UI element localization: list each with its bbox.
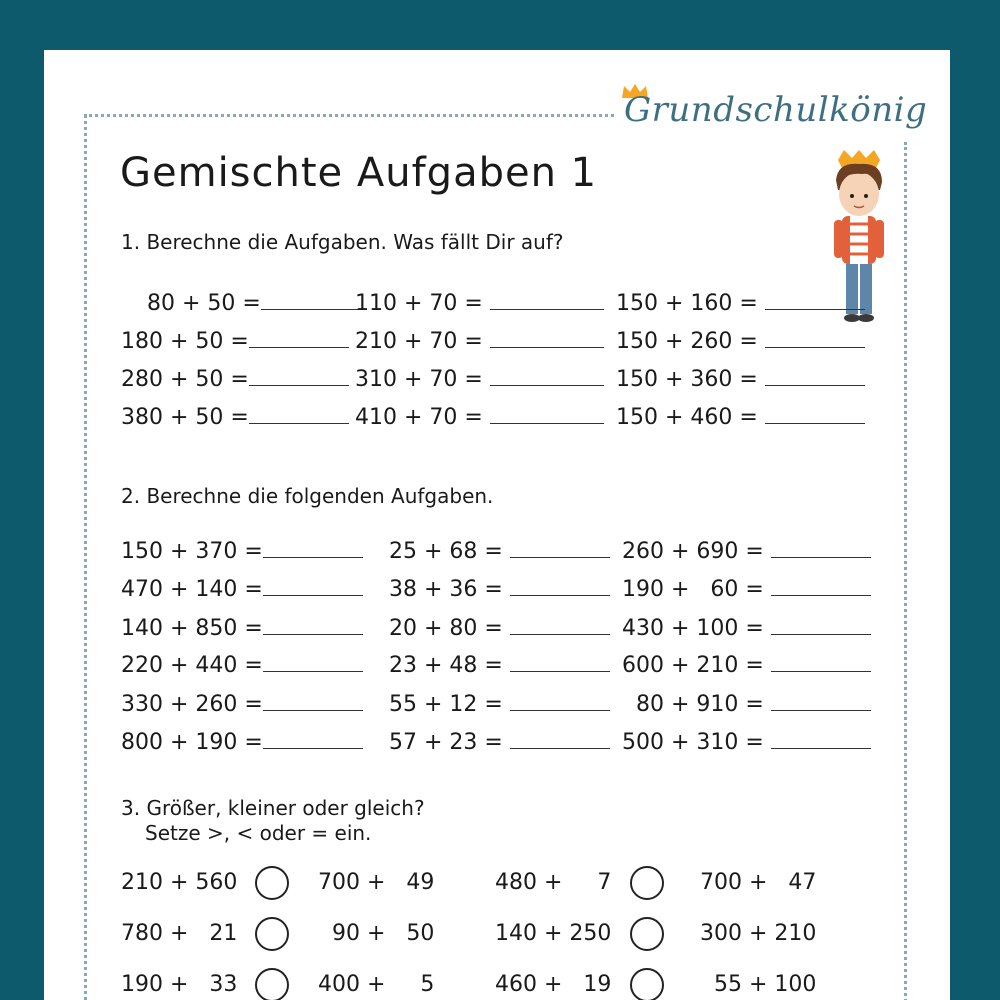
task1-item: 150 + 260 = [616,329,865,354]
dotted-border-right [904,142,907,1000]
task1-item: 280 + 50 = [121,367,349,392]
compare-right-b: 90 + 50 [318,921,435,946]
task1-item: 210 + 70 = [355,329,604,354]
task2-item: 25 + 68 = [389,539,610,564]
task3-heading: 3. Größer, kleiner oder gleich? [121,796,425,820]
task2-item: 38 + 36 = [389,577,610,602]
compare-circle[interactable] [255,917,289,951]
page-title: Gemischte Aufgaben 1 [120,150,598,196]
compare-left-a: 210 + 560 [121,870,238,895]
compare-right-d: 700 + 47 [700,870,817,895]
task2-item: 80 + 910 = [622,692,871,717]
compare-left-c: 140 + 250 [495,921,612,946]
task2-item: 800 + 190 = [121,730,363,755]
task2-item: 20 + 80 = [389,616,610,641]
task3-subheading: Setze >, < oder = ein. [145,821,372,845]
compare-left-a: 780 + 21 [121,921,238,946]
compare-right-d: 55 + 100 [700,972,817,997]
brand-logo: Grundschulkönig [624,90,928,130]
task2-item: 600 + 210 = [622,653,871,678]
dotted-border-top [84,114,614,117]
compare-left-c: 480 + 7 [495,870,612,895]
worksheet [44,50,950,1000]
task2-item: 140 + 850 = [121,616,363,641]
task1-item: 410 + 70 = [355,405,604,430]
task1-item: 380 + 50 = [121,405,349,430]
task1-item: 310 + 70 = [355,367,604,392]
compare-circle[interactable] [630,968,664,1000]
task2-item: 330 + 260 = [121,692,363,717]
task2-item: 430 + 100 = [622,616,871,641]
task1-item: 110 + 70 = [355,291,604,316]
compare-circle[interactable] [630,917,664,951]
task2-item: 150 + 370 = [121,539,363,564]
task1-item: 150 + 160 = [616,291,865,316]
task2-item: 220 + 440 = [121,653,363,678]
task1-item: 180 + 50 = [121,329,349,354]
compare-right-d: 300 + 210 [700,921,817,946]
task2-item: 260 + 690 = [622,539,871,564]
task2-item: 55 + 12 = [389,692,610,717]
dotted-border-left [84,114,87,1000]
task1-item: 150 + 360 = [616,367,865,392]
compare-left-c: 460 + 19 [495,972,612,997]
compare-right-b: 700 + 49 [318,870,435,895]
task1-item: 150 + 460 = [616,405,865,430]
compare-left-a: 190 + 33 [121,972,238,997]
compare-circle[interactable] [630,866,664,900]
task2-heading: 2. Berechne die folgenden Aufgaben. [121,484,494,508]
task2-item: 190 + 60 = [622,577,871,602]
task1-heading: 1. Berechne die Aufgaben. Was fällt Dir auf? [121,230,564,254]
compare-circle[interactable] [255,866,289,900]
compare-right-b: 400 + 5 [318,972,435,997]
task2-item: 57 + 23 = [389,730,610,755]
task2-item: 500 + 310 = [622,730,871,755]
task2-item: 23 + 48 = [389,653,610,678]
task1-item: 80 + 50 = [133,291,361,316]
compare-circle[interactable] [255,968,289,1000]
task2-item: 470 + 140 = [121,577,363,602]
